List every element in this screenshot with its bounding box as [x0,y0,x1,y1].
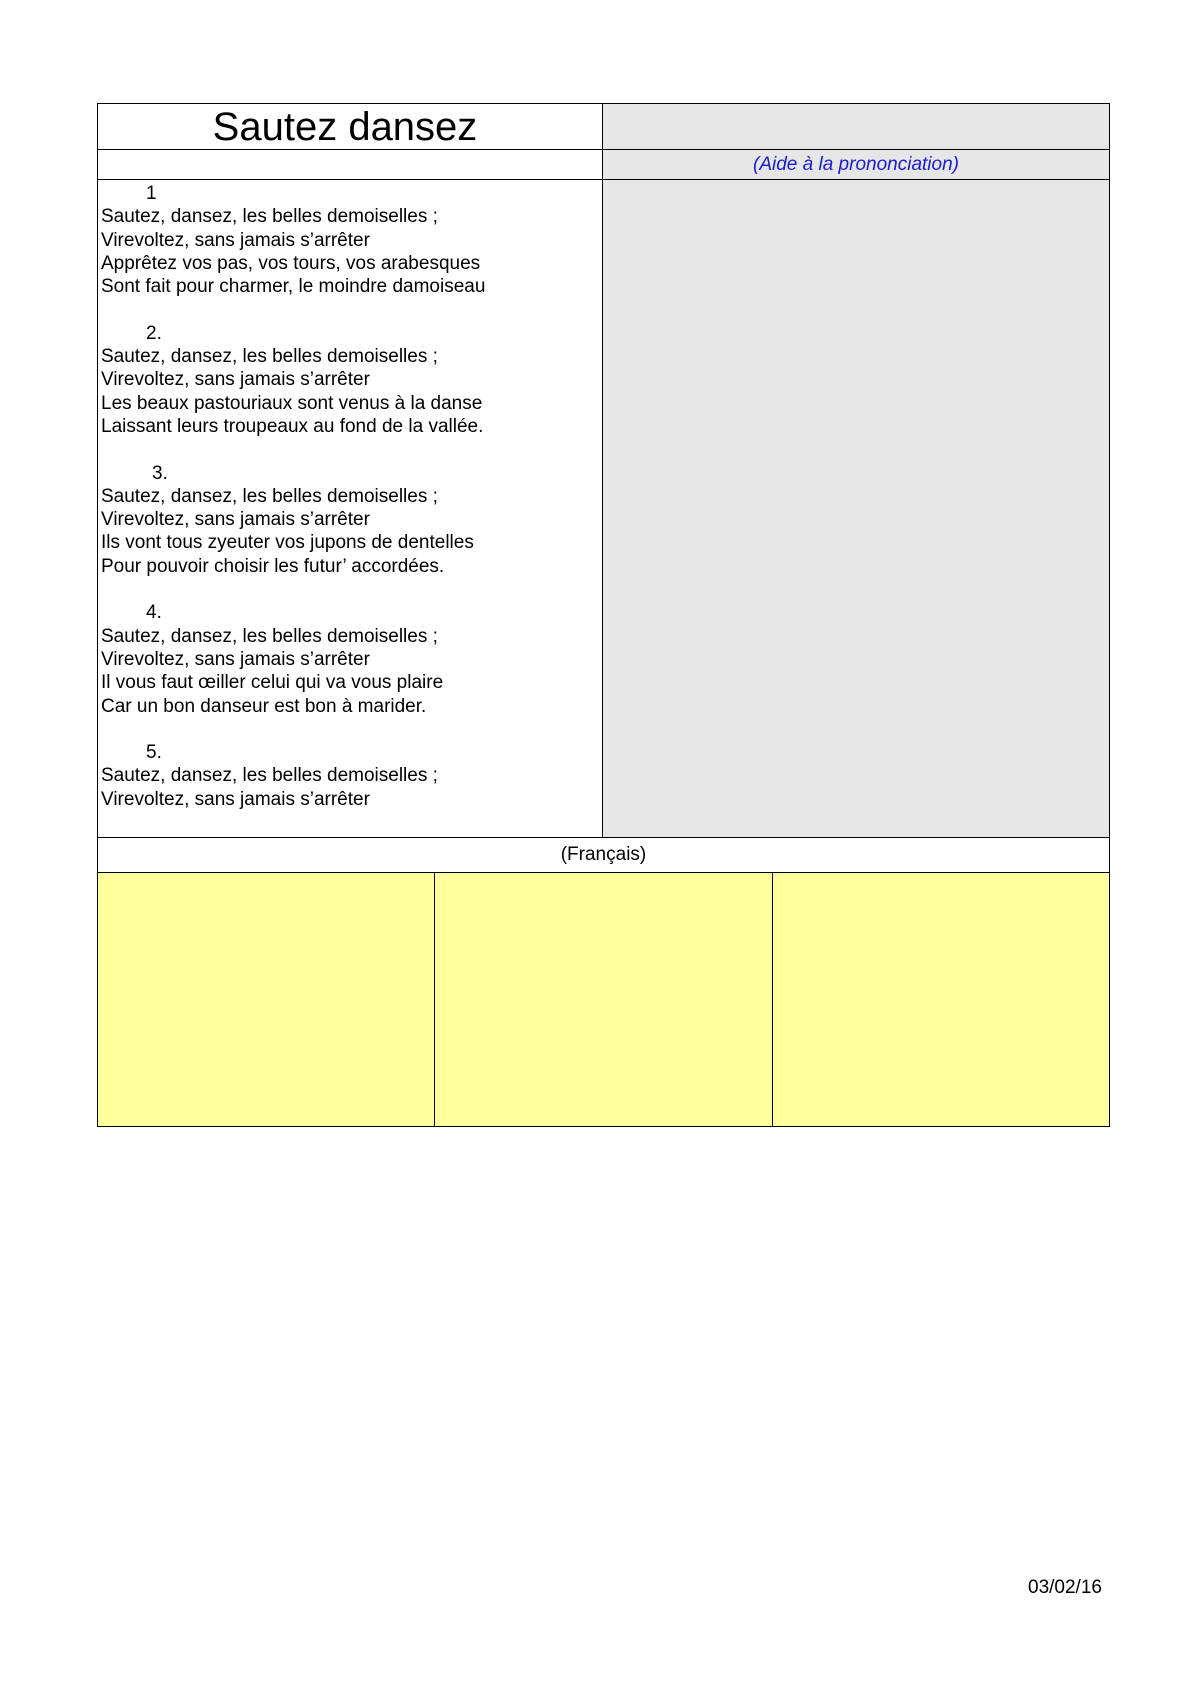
title-right-cell [603,104,1109,149]
lyrics-text [98,180,602,811]
verse-line: Sautez, dansez, les belles demoiselles ; [101,485,438,507]
verse-number: 2. [146,322,162,344]
verse-line: Ils vont tous zyeuter vos jupons de dentelles [101,532,474,554]
verse-line: Pour pouvoir choisir les futur’ accordées. [101,555,445,577]
pronunciation-help-label: (Aide à la prononciation) [753,154,959,175]
yellow-box-1 [98,873,434,1126]
verse-gap [101,718,602,741]
pronunciation-panel [603,180,1109,837]
language-row [98,838,1109,873]
verse-gap [101,578,602,601]
subtitle-left-cell [98,150,603,179]
verse-number: 3. [152,462,168,484]
illustration-boxes [98,873,1109,1126]
verse-line: Il vous faut œiller celui qui va vous plaire [101,672,444,694]
pronunciation-header-cell [603,150,1109,179]
verse-gap [101,438,602,461]
title-row [98,104,1109,150]
lyrics-row [98,180,1109,838]
yellow-box-3 [772,873,1109,1126]
verse-line: Virevoltez, sans jamais s’arrêter [101,509,370,531]
verse-line: Les beaux pastouriaux sont venus à la danse [101,392,483,414]
lyrics-cell [98,180,603,837]
verse-line: Sautez, dansez, les belles demoiselles ; [101,765,438,787]
verse-line: Apprêtez vos pas, vos tours, vos arabesques [101,252,481,274]
verse-line: Car un bon danseur est bon à marider. [101,695,427,717]
song-title: Sautez dansez [212,105,478,149]
verse-number: 5. [146,742,162,764]
verse-number: 1 [146,183,157,204]
verse-gap [101,298,602,321]
verse-number: 4. [146,602,162,624]
verse-line: Laissant leurs troupeaux au fond de la vallée. [101,415,484,437]
verse-line: Virevoltez, sans jamais s’arrêter [101,369,370,391]
verse-line: Virevoltez, sans jamais s’arrêter [101,648,370,670]
verse-line: Virevoltez, sans jamais s’arrêter [101,788,370,810]
verse-line: Sautez, dansez, les belles demoiselles ; [101,346,438,368]
verse-line: Sautez, dansez, les belles demoiselles ; [101,206,438,228]
title-cell [98,104,603,149]
verse-line: Sautez, dansez, les belles demoiselles ; [101,625,438,647]
verse-line: Virevoltez, sans jamais s’arrêter [101,229,370,251]
language-label: (Français) [560,844,647,865]
subtitle-row [98,150,1109,180]
page-date: 03/02/16 [1028,1577,1102,1598]
song-sheet [97,103,1110,1127]
verse-line: Sont fait pour charmer, le moindre damoiseau [101,276,486,298]
yellow-box-2 [434,873,771,1126]
